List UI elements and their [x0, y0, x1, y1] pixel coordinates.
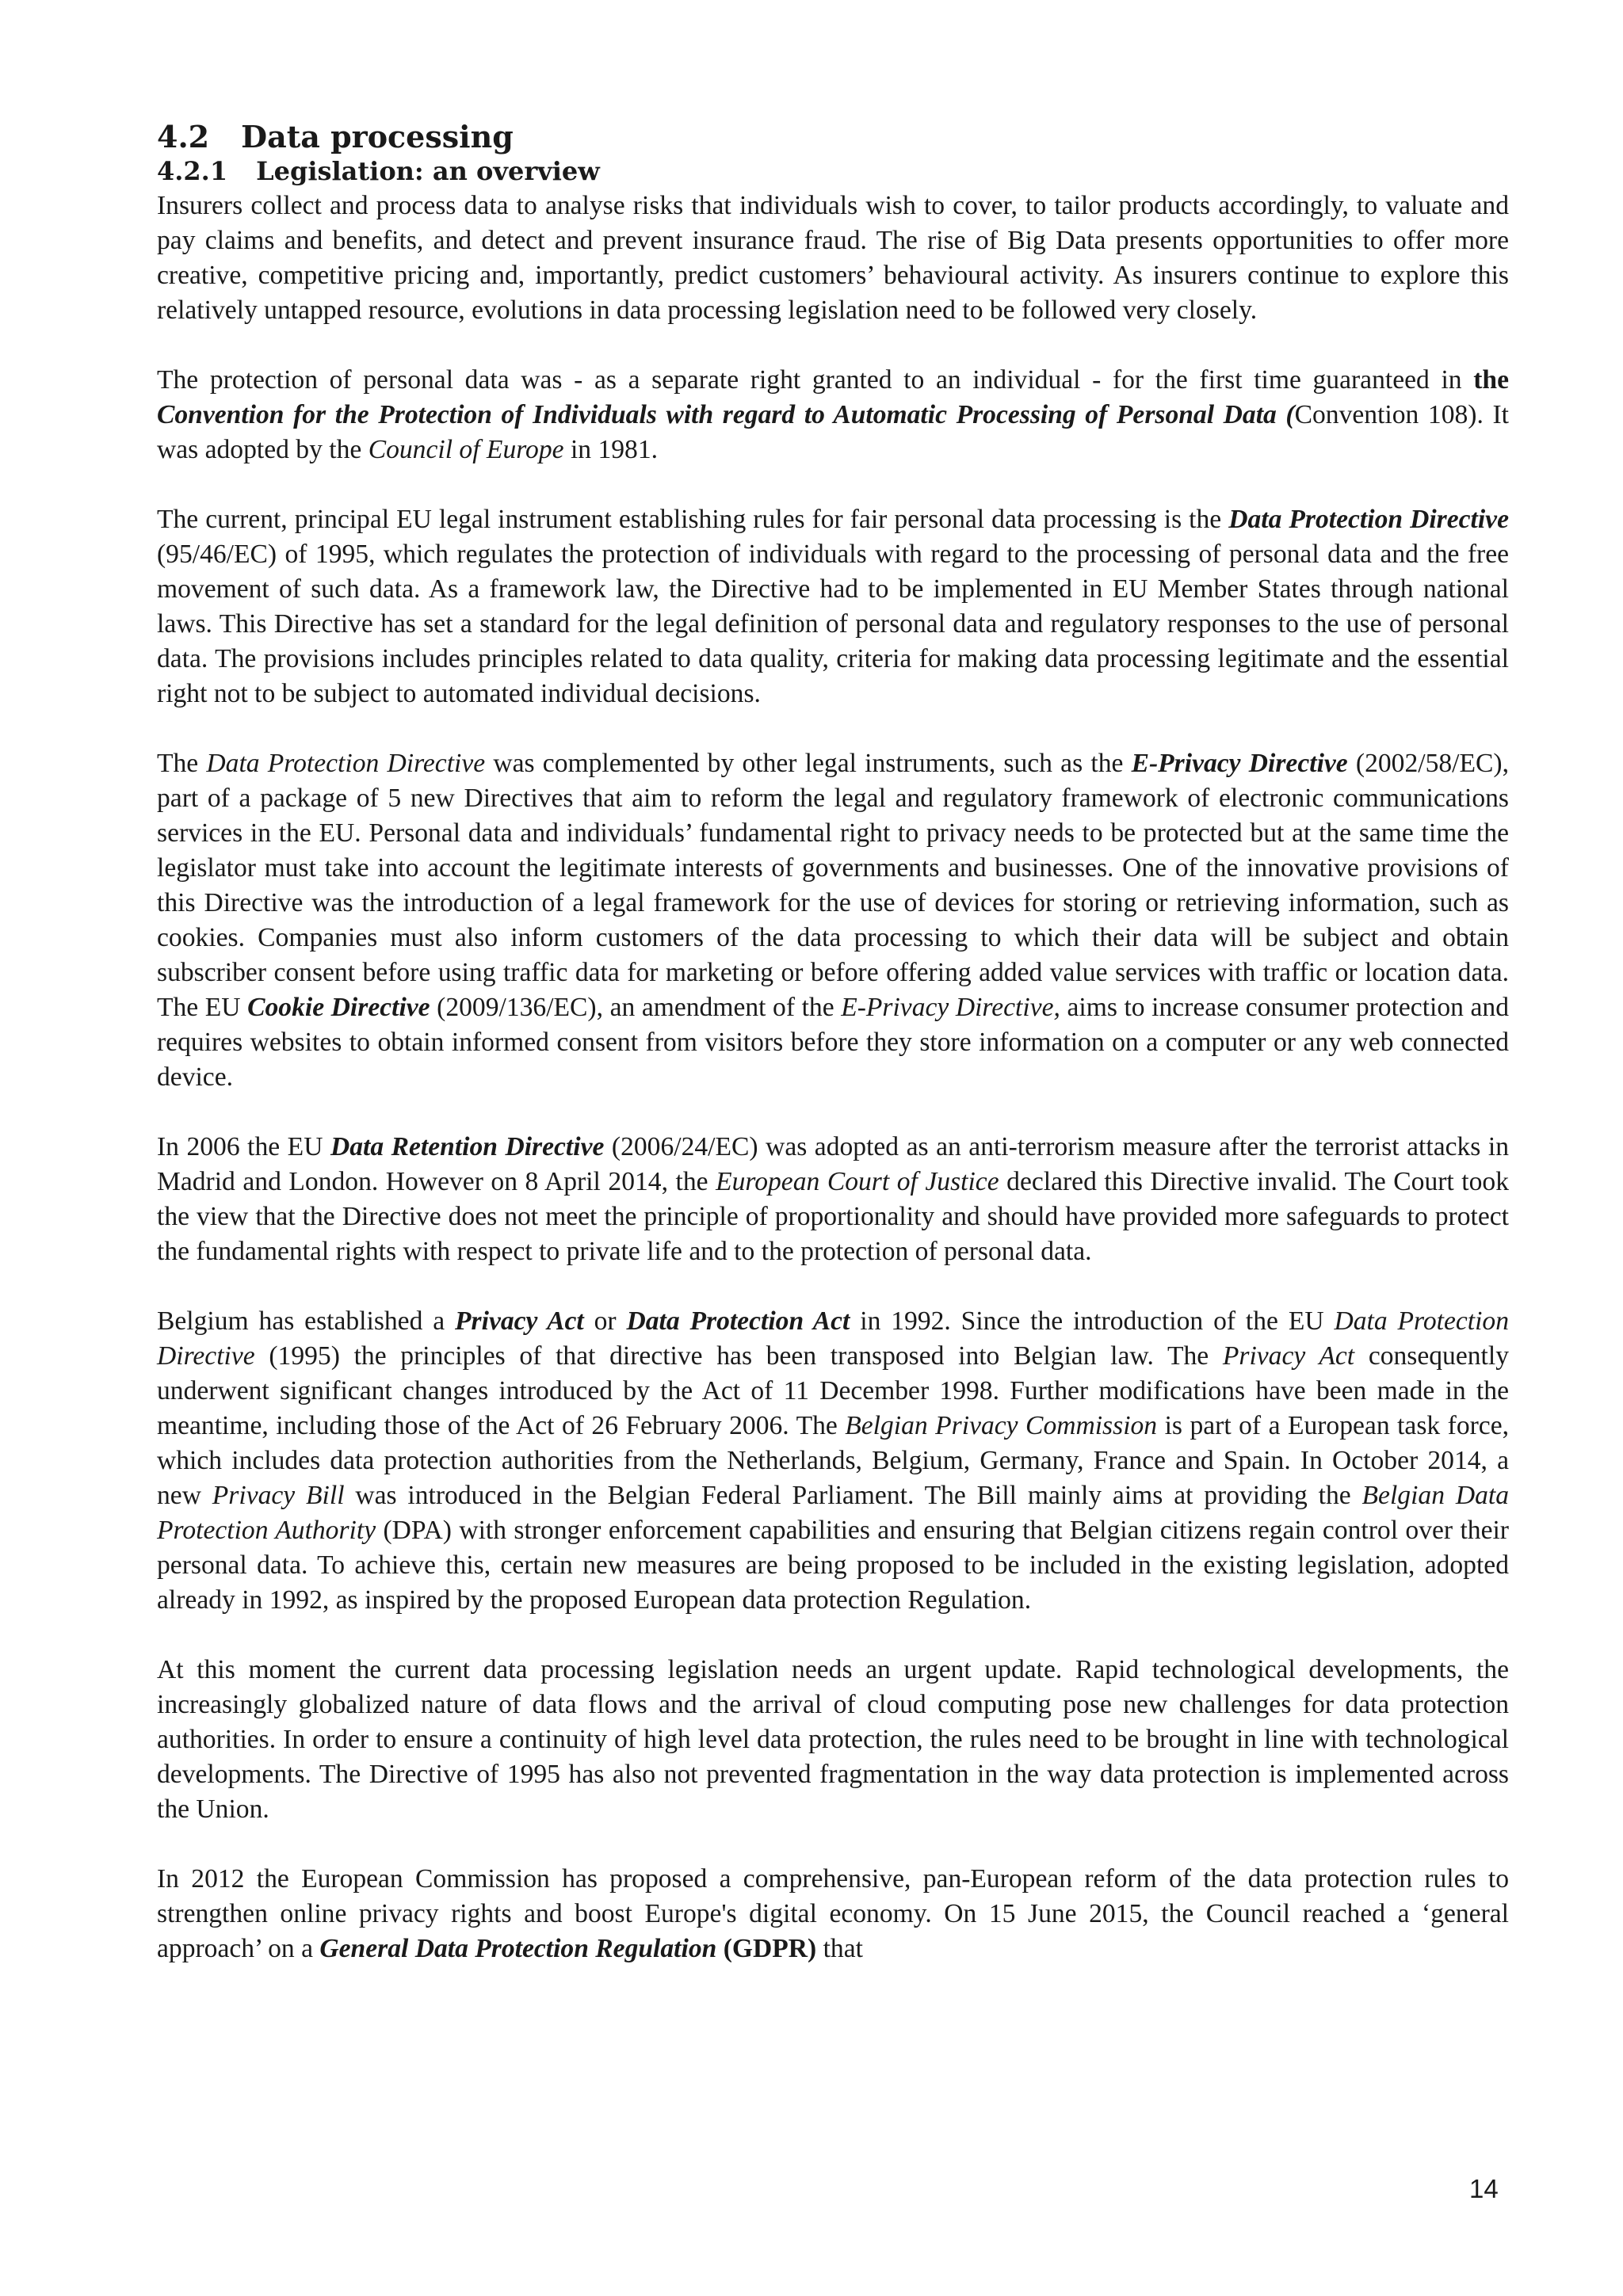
bold-text: (GDPR) [723, 1933, 817, 1963]
italic-text: Data Protection Directive [157, 1306, 1509, 1371]
text-run: that [816, 1933, 863, 1963]
text-run: declared this Directive invalid. The Court took the view that the Directive does not meet the principle of proportionality and should have provided more safeguards to protect the fundamental rights with respect to private life and to the protection of personal data. [157, 1166, 1509, 1266]
italic-text: Data Protection Directive [206, 748, 486, 778]
italic-text: E-Privacy Directive, [841, 992, 1060, 1022]
text-run [716, 1934, 723, 1963]
section-number: 4.2 [157, 119, 210, 154]
section-title: Data processing [241, 119, 514, 154]
text-run: In 2006 the EU [157, 1131, 330, 1161]
text-run: (2006/24/EC) was adopted as an anti-terrorism measure after the terrorist attacks in Madrid and London. However on 8 April 2014, the [157, 1131, 1509, 1196]
paragraph [157, 189, 1509, 328]
subsection-number: 4.2.1 [157, 155, 228, 186]
text-run: in 1992. Since the introduction of the EU [850, 1306, 1335, 1336]
italic-text: European Court of Justice [716, 1166, 999, 1196]
bold-italic-text: Data Protection Directive [1228, 504, 1509, 534]
text-run: In 2012 the European Commission has proposed a comprehensive, pan-European reform of the data protection rules to strengthen online privacy rights and boost Europe's digital economy. On 15 June 2015, the Council reached a ‘general approach’ on a [157, 1863, 1509, 1963]
italic-text: Council of Europe [368, 434, 564, 464]
paragraph [157, 746, 1509, 1095]
document-page [157, 119, 1509, 2001]
text-run: aims to increase consumer protection and requires websites to obtain informed consent from visitors before they store information on a computer or any web connected device. [157, 992, 1509, 1092]
bold-italic-text: General Data Protection Regulation [319, 1933, 717, 1963]
text-run: is part of a European task force, which includes data protection authorities from the Netherlands, Belgium, Germany, France and Spain. In October 2014, a new [157, 1410, 1509, 1510]
subsection-title: Legislation: an overview [256, 155, 600, 186]
text-run: At this moment the current data processing legislation needs an urgent update. Rapid technological developments, the increasingly globalized nature of data flows and the arrival of cloud computing pose new challenges for data protection authorities. In order to ensure a continuity of high level data protection, the rules need to be brought in line with technological developments. The Directive of 1995 has also not prevented fragmentation in the way data protection is implemented across the Union. [157, 1654, 1509, 1824]
text-run: was complemented by other legal instruments, such as the [485, 748, 1132, 778]
text-run: Insurers collect and process data to analyse risks that individuals wish to cover, to tailor products accordingly, to valuate and pay claims and benefits, and detect and prevent insurance fraud. The rise of Big Data presents opportunities to offer more creative, competitive pricing and, importantly, predict customers’ behavioural activity. As insurers continue to explore this relatively untapped resource, evolutions in data processing legislation need to be followed very closely. [157, 190, 1509, 325]
paragraph [157, 1653, 1509, 1827]
bold-italic-text: Convention for the Protection of Individuals with regard to Automatic Processing of Personal Data ( [157, 399, 1295, 429]
italic-text: Privacy Bill [212, 1480, 345, 1510]
text-run: (DPA) with stronger enforcement capabilities and ensuring that Belgian citizens regain control over their personal data. To achieve this, certain new measures are being proposed to be included in the existing legislation, adopted already in 1992, as inspired by the proposed European data protection Regulation. [157, 1515, 1509, 1615]
text-run: The [157, 748, 207, 778]
text-run: (95/46/EC) of 1995, which regulates the protection of individuals with regard to the processing of personal data and the free movement of such data. As a framework law, the Directive had to be implemented in EU Member States through national laws. This Directive has set a standard for the legal definition of personal data and regulatory responses to the use of personal data. The provisions includes principles related to data quality, criteria for making data processing legitimate and the essential right not to be subject to automated individual decisions. [157, 539, 1509, 708]
paragraph [157, 1862, 1509, 1966]
text-run: Convention 108). It was adopted by the [157, 399, 1509, 464]
text-run: The current, principal EU legal instrument establishing rules for fair personal data processing is the [157, 504, 1229, 534]
paragraph [157, 502, 1509, 711]
subsection-heading [157, 155, 1509, 187]
paragraph [157, 1130, 1509, 1269]
page-number: 14 [1469, 2174, 1499, 2203]
italic-text: Belgian Data Protection Authority [157, 1480, 1509, 1545]
italic-text: Privacy Act [1222, 1341, 1355, 1371]
text-run: Belgium has established a [157, 1306, 456, 1336]
body-text [157, 189, 1509, 1966]
bold-italic-text: E-Privacy Directive [1131, 748, 1348, 778]
text-run: was introduced in the Belgian Federal Parliament. The Bill mainly aims at providing the [344, 1480, 1362, 1510]
section-heading [157, 119, 1509, 155]
bold-italic-text: Privacy Act [455, 1306, 584, 1336]
text-run: (2009/136/EC), an amendment of the [430, 992, 842, 1022]
text-run: in 1981. [563, 434, 659, 464]
text-run: (2002/58/EC), part of a package of 5 new Directives that aim to reform the legal and regulatory framework of electronic communications services in the EU. Personal data and individuals’ fundamental right to privacy needs to be protected but at the same time the legislator must take into account the legitimate interests of governments and businesses. One of the innovative provisions of this Directive was the introduction of a legal framework for the use of devices for storing or retrieving information, such as cookies. Companies must also inform customers of the data processing to which their data will be subject and obtain subscriber consent before using traffic data for marketing or before offering added value services with traffic or location data. The EU [157, 748, 1509, 1022]
bold-italic-text: Data Retention Directive [330, 1131, 605, 1161]
text-run: consequently underwent significant changes introduced by the Act of 11 December 1998. Further modifications have been made in the meantime, including those of the Act of 26 February 2006. The [157, 1341, 1509, 1440]
italic-text: Belgian Privacy Commission [845, 1410, 1158, 1440]
text-run: or [583, 1306, 627, 1336]
paragraph [157, 363, 1509, 467]
bold-italic-text: Data Protection Act [626, 1306, 850, 1336]
paragraph [157, 1304, 1509, 1618]
text-run: (1995) the principles of that directive has been transposed into Belgian law. The [254, 1341, 1223, 1371]
bold-italic-text: Cookie Directive [247, 992, 430, 1022]
text-run: The protection of personal data was - as a separate right granted to an individual - for the first time guaranteed in [157, 364, 1474, 395]
bold-text: the [1473, 364, 1509, 395]
